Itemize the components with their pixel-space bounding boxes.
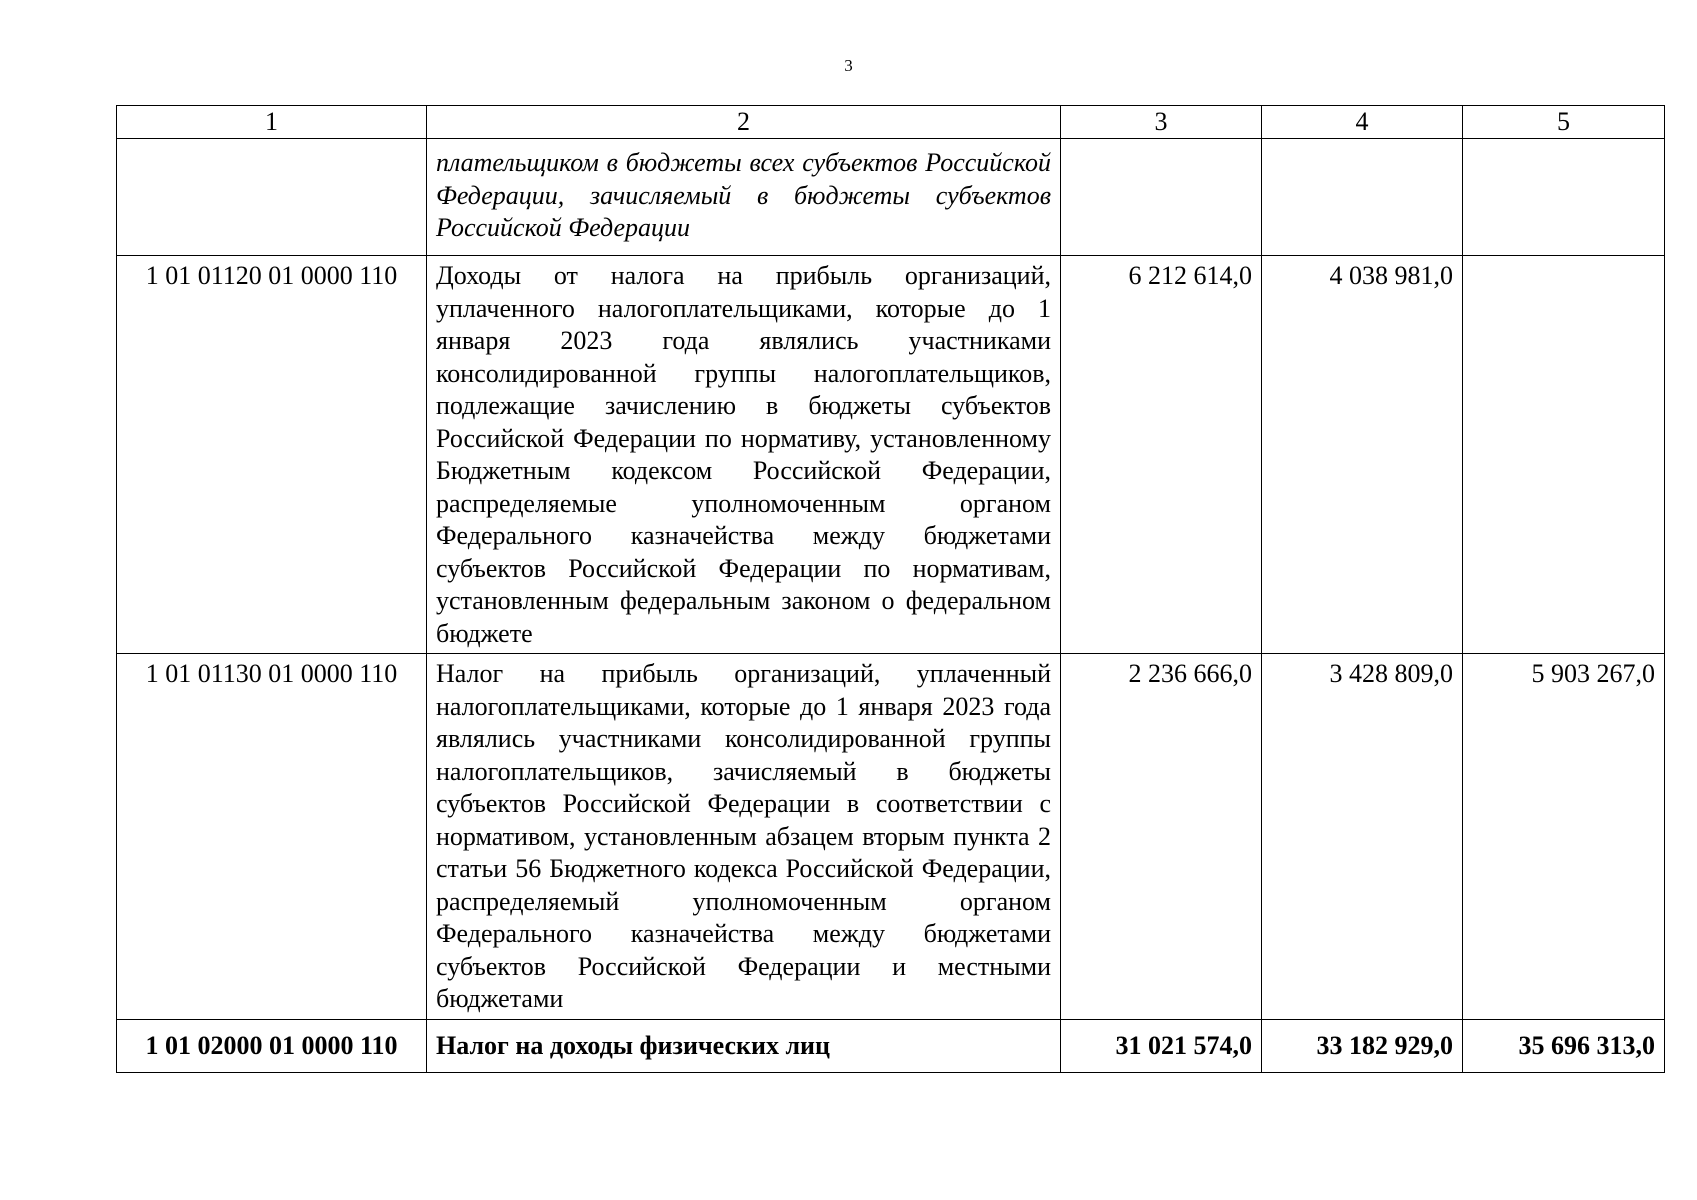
amount-cell-col4: 33 182 929,0	[1262, 1019, 1463, 1073]
amount-cell-col4: 4 038 981,0	[1262, 256, 1463, 654]
budget-code-cell: 1 01 01120 01 0000 110	[117, 256, 427, 654]
header-cell-1: 1	[117, 106, 427, 139]
table-row-total	[117, 1019, 1665, 1073]
header-cell-2: 2	[427, 106, 1061, 139]
page-number: 3	[844, 56, 853, 75]
amount-cell-col4	[1262, 139, 1463, 256]
amount-cell-col5: 5 903 267,0	[1463, 654, 1665, 1020]
amount-cell-col5	[1463, 139, 1665, 256]
table-row	[117, 654, 1665, 1020]
amount-cell-col5: 35 696 313,0	[1463, 1019, 1665, 1073]
header-cell-4: 4	[1262, 106, 1463, 139]
amount-cell-col3: 31 021 574,0	[1061, 1019, 1262, 1073]
table-header-row	[117, 106, 1665, 139]
revenue-name-cell: Доходы от налога на прибыль организаций, уплаченного налогоплательщиками, которые до 1 января 2023 года являлись участниками консолидированной группы налогоплательщиков, подлежащие зачислению в бюджеты субъектов Российской Федерации по нормативу, установленному Бюджетным кодексом Российской Федерации, распределяемые уполномоченным органом Федерального казначейства между бюджетами субъектов Российской Федерации по нормативам, установленным федеральным законом о федеральном бюджете	[427, 256, 1061, 654]
budget-revenue-table	[116, 105, 1665, 1073]
revenue-name-cell: Налог на прибыль организаций, уплаченный налогоплательщиками, которые до 1 января 2023 года являлись участниками консолидированной группы налогоплательщиков, зачисляемый в бюджеты субъектов Российской Федерации в соответствии с нормативом, установленным абзацем вторым пункта 2 статьи 56 Бюджетного кодекса Российской Федерации, распределяемый уполномоченным органом Федерального казначейства между бюджетами субъектов Российской Федерации и местными бюджетами	[427, 654, 1061, 1020]
amount-cell-col5	[1463, 256, 1665, 654]
budget-code-cell: 1 01 01130 01 0000 110	[117, 654, 427, 1020]
amount-cell-col4: 3 428 809,0	[1262, 654, 1463, 1020]
table-row	[117, 139, 1665, 256]
header-cell-5: 5	[1463, 106, 1665, 139]
revenue-name-cell: плательщиком в бюджеты всех субъектов Российской Федерации, зачисляемый в бюджеты субъектов Российской Федерации	[427, 139, 1061, 256]
budget-code-cell	[117, 139, 427, 256]
revenue-name-cell: Налог на доходы физических лиц	[427, 1019, 1061, 1073]
amount-cell-col3: 6 212 614,0	[1061, 256, 1262, 654]
budget-code-cell: 1 01 02000 01 0000 110	[117, 1019, 427, 1073]
header-cell-3: 3	[1061, 106, 1262, 139]
amount-cell-col3: 2 236 666,0	[1061, 654, 1262, 1020]
table-row	[117, 256, 1665, 654]
amount-cell-col3	[1061, 139, 1262, 256]
